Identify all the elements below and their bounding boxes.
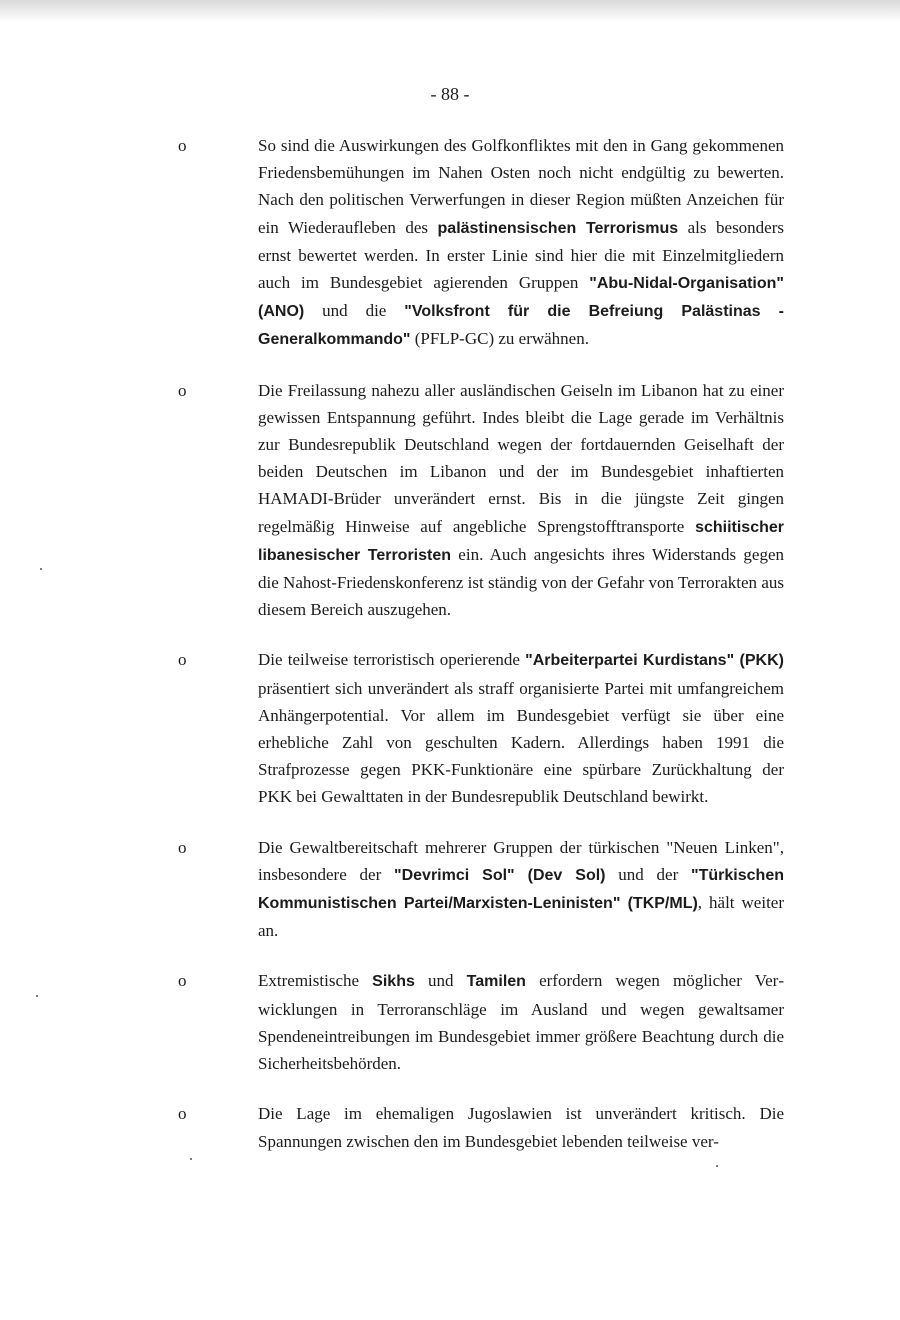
- scan-speck: [36, 995, 38, 997]
- page-number: - 88 -: [430, 84, 470, 104]
- bold-term: "Devrimci Sol" (Dev Sol): [394, 866, 606, 884]
- bullet-marker: o: [178, 971, 187, 991]
- text-run: So sind die Auswirkungen des Golfkonfliktes mit den in Gang gekommenen Friedensbemühungen im Nahen Osten noch nicht endgültig zu bewerten. Nach den politischen Verwerfungen in dieser Region müßten Anzeichen für ein Wiederaufleben des: [258, 136, 784, 237]
- text-run: Die Gewaltbereitschaft mehrerer Gruppen der türkischen "Neuen Linken", insbesondere der: [258, 837, 784, 884]
- bold-term: "Volksfront für die Befreiung Palästinas - Generalkommando": [258, 303, 784, 349]
- list-item: [0, 967, 900, 1077]
- scan-shadow-edge: [0, 0, 900, 22]
- paragraph: [258, 646, 784, 810]
- bold-term: schiitischer libanesischer Terroristen: [258, 518, 784, 564]
- bullet-marker: o: [178, 136, 187, 155]
- text-run: erfordern wegen möglicher Verwicklungen in Terroranschläge im Ausland und wegen gewaltsamer Spendeneintreibungen im Bundesgebiet immer größere Beachtung durch die Sicherheitsbehörden.: [258, 971, 784, 1074]
- paragraph: [258, 377, 784, 624]
- bold-term: "Abu-Nidal-Organisation" (ANO): [258, 275, 784, 321]
- list-item: [0, 834, 900, 945]
- text-run: und der: [605, 864, 692, 884]
- text-run: , hält weiter an.: [258, 893, 784, 941]
- bullet-marker: o: [178, 1104, 187, 1124]
- bold-term: Tamilen: [466, 973, 526, 991]
- text-run: präsentiert sich unverändert als straff organisierte Partei mit umfangreichem Anhängerpotential. Vor allem im Bundesgebiet verfügt sie über eine erhebliche Zahl von geschulten Kadern. Allerdings haben 1991 die Strafprozesse gegen PKK-Funktionäre eine spürbare Zurückhaltung der PKK bei Gewalttaten in der Bundesrepublik Deutschland bewirkt.: [258, 678, 784, 807]
- list-item: [0, 1100, 900, 1154]
- text-run: als besonders ernst bewertet werden. In erster Linie sind hier die mit Einzelmitgliedern auch im Bundesgebiet agierenden Gruppen: [258, 217, 785, 293]
- text-run: Extremistische: [258, 971, 373, 991]
- text-run: und: [414, 971, 467, 991]
- list-item: [0, 646, 900, 810]
- bullet-marker: o: [178, 650, 187, 670]
- paragraph: [258, 834, 784, 945]
- text-run: und die: [304, 301, 405, 321]
- text-run: (PFLP-GC) zu erwähnen.: [410, 329, 589, 349]
- bold-term: "Türkischen Kommunistischen Partei/Marxisten-Leninisten" (TKP/ML): [258, 866, 784, 913]
- text-run: Die Lage im ehemaligen Jugoslawien ist unverändert kritisch. Die Spannungen zwischen den im Bundesgebiet lebenden teilweise ver-: [258, 1104, 784, 1151]
- text-run: Die Freilassung nahezu aller ausländischen Geiseln im Libanon hat zu einer gewissen Entspannung geführt. Indes bleibt die Lage gerade im Verhältnis zur Bundesrepublik Deutschland wegen der fortdauernden Geiselhaft der beiden Deutschen im Libanon und der im Bundesgebiet inhaftierten HAMADI-Brüder unverändert ernst. Bis in die jüngste Zeit gingen regelmäßig Hinweise auf angebliche Sprengstofftransporte: [258, 380, 784, 536]
- text-run: Die teilweise terroristisch operierende: [258, 650, 526, 670]
- bullet-marker: o: [178, 380, 187, 400]
- list-item: [0, 377, 900, 624]
- bold-term: palästinensischen Terrorismus: [437, 219, 679, 237]
- bullet-list: [0, 132, 900, 1178]
- paragraph: [258, 1100, 784, 1154]
- scan-speck: [716, 1165, 718, 1167]
- bold-term: Sikhs: [372, 973, 415, 991]
- text-run: ein. Auch angesichts ihres Widerstands gegen die Nahost-Friedenskonferenz ist ständig von der Gefahr von Terrorakten aus diesem Bereich auszugehen.: [258, 544, 785, 620]
- paragraph: [258, 967, 784, 1077]
- list-item: [0, 132, 900, 354]
- paragraph: [258, 132, 784, 354]
- bold-term: "Arbeiterpartei Kurdistans" (PKK): [525, 652, 784, 670]
- scan-speck: [40, 568, 42, 570]
- scan-speck: [190, 1158, 192, 1160]
- bullet-marker: o: [178, 837, 187, 857]
